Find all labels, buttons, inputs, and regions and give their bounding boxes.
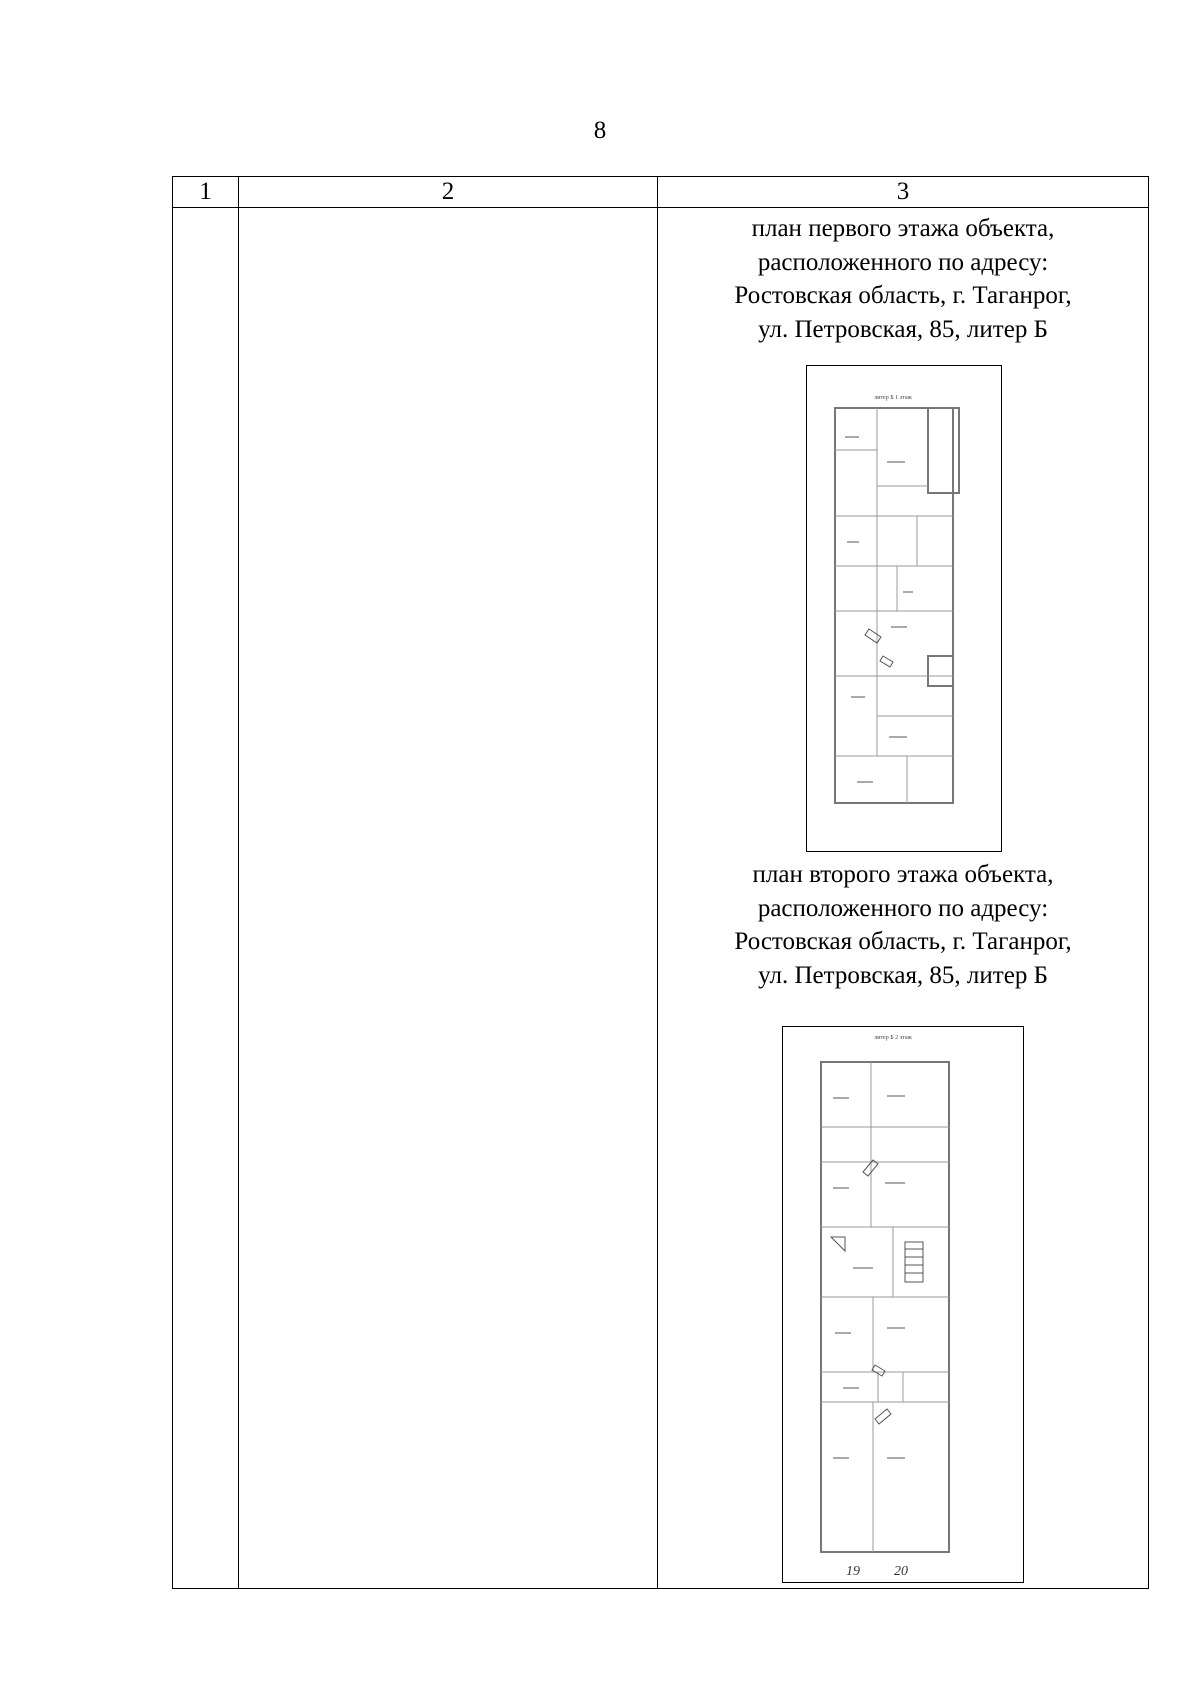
plan2-note-20: 20: [894, 1564, 908, 1579]
table-cell-col3: [658, 208, 1149, 1589]
plan2-caption-line: расположенного по адресу:: [757, 894, 1049, 922]
plan1-caption-line: Ростовская область, г. Таганрог,: [734, 282, 1072, 309]
page-number: 8: [593, 117, 607, 144]
column-header-3: 3: [658, 177, 1149, 208]
second-floor-plan-image: [782, 1026, 1024, 1583]
plan2-caption-line: ул. Петровская, 85, литер Б: [758, 961, 1048, 989]
plan2-caption-line: Ростовская область, г. Таганрог,: [734, 928, 1072, 955]
table-cell-col2: [239, 208, 658, 1589]
plan1-caption-line: план первого этажа объекта,: [751, 215, 1055, 242]
table-cell-col1: [173, 208, 239, 1589]
plan2-caption-line: план второго этажа объекта,: [752, 861, 1054, 888]
plan2-caption: [658, 858, 1148, 992]
second-floor-plan-drawing: [783, 1027, 1023, 1582]
first-floor-plan-drawing: [807, 366, 1001, 851]
plan1-caption-line: расположенного по адресу:: [757, 248, 1049, 276]
column-header-1: 1: [173, 177, 239, 208]
plan1-image-title: литер Б 1 этаж: [874, 395, 912, 401]
table-header-row: [173, 177, 1149, 208]
plan2-image-title: литер Б 2 этаж: [874, 1035, 912, 1041]
first-floor-plan-image: [806, 365, 1002, 852]
table-row: [173, 208, 1149, 1589]
plan1-caption-line: ул. Петровская, 85, литер Б: [758, 315, 1048, 343]
plan2-note-19: 19: [846, 1564, 860, 1579]
plan1-caption: [658, 212, 1148, 346]
column-header-2: 2: [239, 177, 658, 208]
content-table: [172, 176, 1149, 1589]
